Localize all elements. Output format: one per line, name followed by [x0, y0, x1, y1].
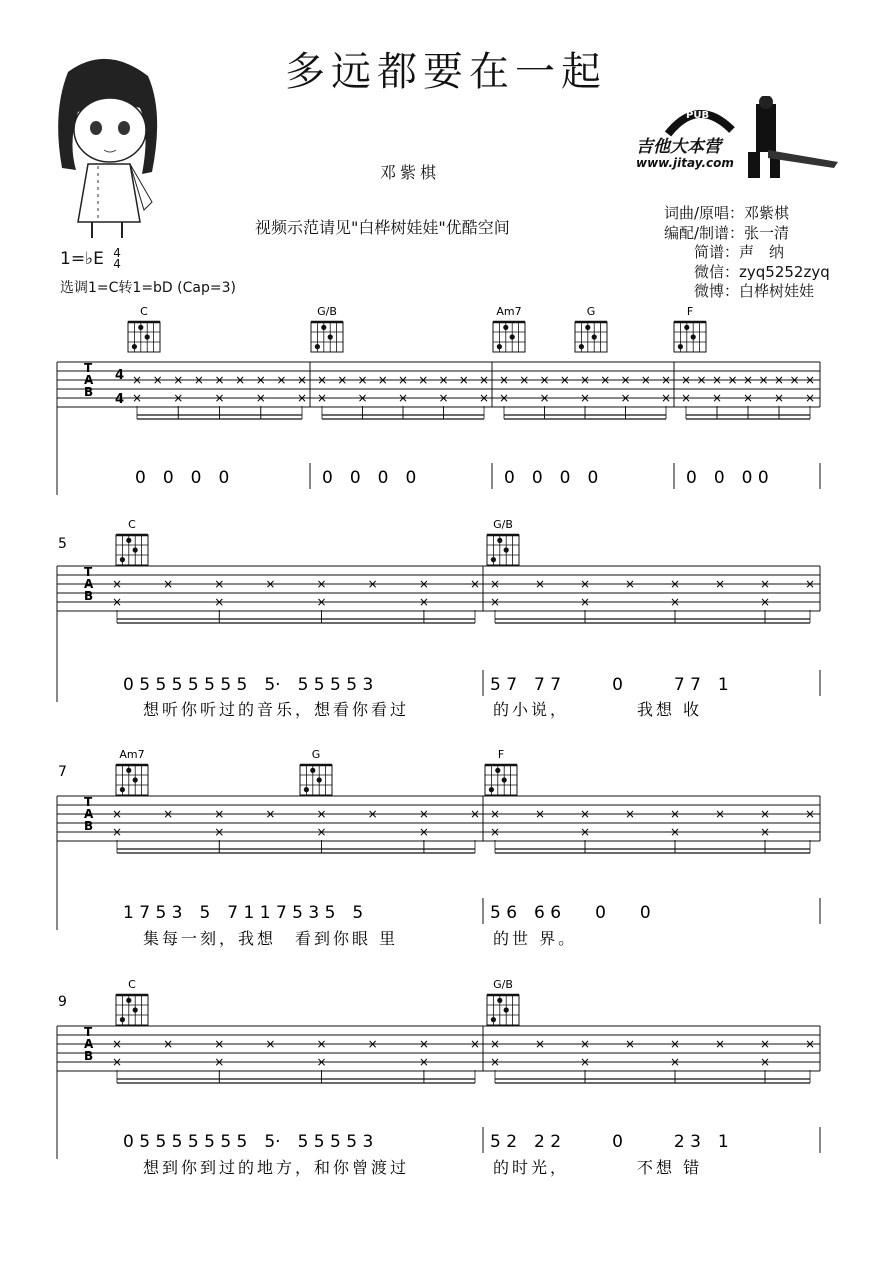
- chord-name: G/B: [493, 978, 513, 991]
- system-number: 9: [58, 994, 67, 1010]
- chord-name: G/B: [493, 518, 513, 531]
- bass-mark: ×: [759, 825, 771, 839]
- chord-dot: [684, 325, 689, 330]
- strum-mark: ×: [418, 807, 429, 821]
- bass-mark: ×: [357, 391, 368, 405]
- chord-dot: [126, 998, 131, 1003]
- chord-dot: [133, 777, 138, 782]
- bass-mark: ×: [498, 391, 510, 405]
- bass-mark: ×: [773, 391, 785, 405]
- strum-mark: ×: [804, 807, 816, 821]
- tab-letter: T: [84, 795, 93, 809]
- credit-line: 词曲/原唱：邓紫棋: [664, 204, 790, 222]
- bass-mark: ×: [316, 1055, 327, 1069]
- tab-time-bottom: 4: [115, 392, 125, 407]
- bass-mark: ×: [711, 391, 723, 405]
- numbered-notation: 0 5 5 5 5 5 5 5 5· 5 5 5 5 3: [123, 675, 374, 695]
- time-bottom: 4: [113, 257, 121, 271]
- chord-name: Am7: [119, 748, 145, 761]
- lyric-line: 想到你到过的地方，和你曾渡过: [143, 1158, 410, 1177]
- numbered-notation: 5 6 6 6 0 0: [490, 903, 651, 923]
- bass-mark: ×: [489, 595, 501, 609]
- bass-mark: ×: [579, 391, 591, 405]
- strum-mark: ×: [579, 807, 591, 821]
- tab-time-top: 4: [115, 368, 125, 383]
- strum-mark: ×: [152, 373, 163, 387]
- bass-mark: ×: [669, 1055, 681, 1069]
- bass-mark: ×: [759, 1055, 771, 1069]
- strum-mark: ×: [111, 807, 123, 821]
- logo-brand: 吉他大本营: [636, 137, 721, 157]
- chord-dot: [310, 768, 315, 773]
- tab-letter: B: [84, 385, 94, 399]
- strum-mark: ×: [469, 807, 481, 821]
- bass-mark: ×: [214, 825, 225, 839]
- strum-mark: ×: [804, 373, 816, 387]
- chord-dot: [491, 1017, 496, 1022]
- bass-mark: ×: [669, 825, 681, 839]
- strum-mark: ×: [579, 1037, 591, 1051]
- chord-dot: [491, 557, 496, 562]
- bass-mark: ×: [478, 391, 490, 405]
- numbered-notation: 0 5 5 5 5 5 5 5 5· 5 5 5 5 3: [123, 1132, 374, 1152]
- strum-mark: ×: [265, 1037, 276, 1051]
- strum-mark: ×: [367, 577, 378, 591]
- strum-mark: ×: [711, 373, 723, 387]
- chord-dot: [328, 334, 333, 339]
- chord-dot: [495, 768, 500, 773]
- strum-mark: ×: [714, 1037, 726, 1051]
- bass-mark: ×: [316, 391, 328, 405]
- tab-letter: A: [84, 807, 94, 821]
- strum-mark: ×: [579, 373, 591, 387]
- strum-mark: ×: [498, 373, 510, 387]
- tab-letter: A: [84, 1037, 94, 1051]
- strum-mark: ×: [357, 373, 368, 387]
- numbered-notation: 0 0 0 0: [135, 468, 230, 488]
- strum-mark: ×: [714, 577, 726, 591]
- tab-letter: A: [84, 577, 94, 591]
- strum-mark: ×: [696, 373, 707, 387]
- tab-letter: T: [84, 1025, 93, 1039]
- logo-badge: PUB: [686, 110, 710, 121]
- strum-mark: ×: [534, 1037, 546, 1051]
- strum-mark: ×: [131, 373, 143, 387]
- strum-mark: ×: [559, 373, 570, 387]
- strum-mark: ×: [235, 373, 246, 387]
- strum-mark: ×: [534, 807, 546, 821]
- chord-dot: [502, 777, 507, 782]
- bass-mark: ×: [214, 391, 225, 405]
- strum-mark: ×: [265, 807, 276, 821]
- strum-mark: ×: [458, 373, 469, 387]
- bass-mark: ×: [255, 391, 266, 405]
- tab-letter: A: [84, 373, 94, 387]
- strum-mark: ×: [669, 577, 681, 591]
- video-note: 视频示范请见"白桦树娃娃"优酷空间: [255, 218, 510, 237]
- strum-mark: ×: [660, 373, 672, 387]
- chord-name: C: [128, 518, 136, 531]
- strum-mark: ×: [469, 1037, 481, 1051]
- strum-mark: ×: [669, 807, 681, 821]
- chord-name: F: [686, 305, 694, 318]
- numbered-notation: 5 2 2 2 0 2 3 1: [490, 1132, 729, 1152]
- chord-dot: [321, 325, 326, 330]
- strum-mark: ×: [624, 1037, 636, 1051]
- bass-mark: ×: [620, 391, 631, 405]
- bass-mark: ×: [173, 391, 184, 405]
- lyric-line: 集每一刻，我想 看到你眼 里: [143, 929, 399, 948]
- strum-mark: ×: [418, 1037, 429, 1051]
- logo-url: www.jitay.com: [636, 156, 734, 170]
- strum-mark: ×: [367, 1037, 378, 1051]
- strum-mark: ×: [163, 577, 174, 591]
- key-label: 1=♭E: [60, 249, 104, 269]
- chord-dot: [133, 1007, 138, 1012]
- bass-mark: ×: [804, 391, 816, 405]
- strum-mark: ×: [519, 373, 530, 387]
- strum-mark: ×: [111, 1037, 123, 1051]
- strum-mark: ×: [265, 577, 276, 591]
- lyric-line: 的小说， 我想 收: [493, 700, 703, 719]
- tab-letter: T: [84, 565, 93, 579]
- strum-mark: ×: [489, 577, 501, 591]
- strum-mark: ×: [478, 373, 490, 387]
- bass-mark: ×: [742, 391, 754, 405]
- strum-mark: ×: [316, 807, 327, 821]
- strum-mark: ×: [377, 373, 388, 387]
- chord-dot: [504, 1007, 509, 1012]
- strum-mark: ×: [489, 807, 501, 821]
- strum-mark: ×: [714, 807, 726, 821]
- chord-dot: [133, 547, 138, 552]
- tab-letter: B: [84, 1049, 94, 1063]
- strum-mark: ×: [296, 373, 308, 387]
- chord-dot: [497, 998, 502, 1003]
- chord-name: F: [497, 748, 505, 761]
- strum-mark: ×: [163, 1037, 174, 1051]
- strum-mark: ×: [759, 577, 771, 591]
- bass-mark: ×: [418, 825, 429, 839]
- strum-mark: ×: [640, 373, 651, 387]
- chord-dot: [497, 538, 502, 543]
- chord-dot: [489, 787, 494, 792]
- lyric-line: 的世 界。: [493, 929, 578, 948]
- strum-mark: ×: [758, 373, 769, 387]
- system-number: 7: [58, 764, 67, 780]
- strum-mark: ×: [111, 577, 123, 591]
- strum-mark: ×: [624, 577, 636, 591]
- numbered-notation: 5 7 7 7 0 7 7 1: [490, 675, 729, 695]
- chord-dot: [145, 334, 150, 339]
- time-top: 4: [113, 246, 121, 260]
- strum-mark: ×: [438, 373, 449, 387]
- bass-mark: ×: [316, 595, 327, 609]
- bass-mark: ×: [418, 1055, 429, 1069]
- bass-mark: ×: [579, 825, 591, 839]
- strum-mark: ×: [789, 373, 800, 387]
- bass-mark: ×: [660, 391, 672, 405]
- strum-mark: ×: [214, 373, 225, 387]
- bass-mark: ×: [489, 825, 501, 839]
- strum-mark: ×: [759, 1037, 771, 1051]
- bass-mark: ×: [214, 595, 225, 609]
- chord-dot: [504, 547, 509, 552]
- chord-dot: [304, 787, 309, 792]
- bass-mark: ×: [438, 391, 449, 405]
- tab-letter: B: [84, 589, 94, 603]
- strum-mark: ×: [759, 807, 771, 821]
- bass-mark: ×: [296, 391, 308, 405]
- bass-mark: ×: [418, 595, 429, 609]
- credit-line: 微博：白桦树娃娃: [664, 282, 815, 300]
- strum-mark: ×: [418, 577, 429, 591]
- strum-mark: ×: [397, 373, 409, 387]
- chord-dot: [510, 334, 515, 339]
- bass-mark: ×: [131, 391, 143, 405]
- strum-mark: ×: [600, 373, 611, 387]
- tab-letter: T: [84, 361, 93, 375]
- numbered-notation: 1 7 5 3 5 7 1 1 7 5 3 5 5: [123, 903, 364, 923]
- strum-mark: ×: [316, 1037, 327, 1051]
- strum-mark: ×: [276, 373, 287, 387]
- bass-mark: ×: [759, 595, 771, 609]
- chord-dot: [126, 538, 131, 543]
- chord-name: G: [586, 305, 596, 318]
- bass-mark: ×: [579, 595, 591, 609]
- strum-mark: ×: [680, 373, 692, 387]
- strum-mark: ×: [469, 577, 481, 591]
- numbered-notation: 0 0 0 0: [686, 468, 769, 488]
- credit-line: 微信：zyq5252zyq: [664, 262, 830, 281]
- bass-mark: ×: [579, 1055, 591, 1069]
- chord-dot: [317, 777, 322, 782]
- bass-mark: ×: [111, 1055, 123, 1069]
- lyric-line: 想听你听过的音乐，想看你看过: [143, 700, 410, 719]
- bass-mark: ×: [214, 1055, 225, 1069]
- capo-note: 选调1=C转1=bD (Cap=3): [60, 280, 236, 296]
- bass-mark: ×: [680, 391, 692, 405]
- strum-mark: ×: [367, 807, 378, 821]
- strum-mark: ×: [579, 577, 591, 591]
- chord-dot: [497, 344, 502, 349]
- chord-dot: [592, 334, 597, 339]
- chord-dot: [120, 1017, 125, 1022]
- tab-letter: B: [84, 819, 94, 833]
- chord-name: C: [128, 978, 136, 991]
- chord-name: Am7: [496, 305, 522, 318]
- numbered-notation: 0 0 0 0: [322, 468, 417, 488]
- chord-dot: [579, 344, 584, 349]
- credit-line: 编配/制谱：张一清: [664, 223, 790, 242]
- chord-dot: [315, 344, 320, 349]
- chord-name: G/B: [317, 305, 337, 318]
- bass-mark: ×: [397, 391, 409, 405]
- strum-mark: ×: [669, 1037, 681, 1051]
- strum-mark: ×: [255, 373, 266, 387]
- bass-mark: ×: [111, 595, 123, 609]
- strum-mark: ×: [539, 373, 550, 387]
- chord-dot: [503, 325, 508, 330]
- bass-mark: ×: [669, 595, 681, 609]
- strum-mark: ×: [804, 577, 816, 591]
- bass-mark: ×: [316, 825, 327, 839]
- strum-mark: ×: [624, 807, 636, 821]
- bass-mark: ×: [111, 825, 123, 839]
- strum-mark: ×: [214, 807, 225, 821]
- system-number: 5: [58, 536, 67, 552]
- chord-name: C: [140, 305, 148, 318]
- strum-mark: ×: [316, 373, 328, 387]
- chord-dot: [126, 768, 131, 773]
- strum-mark: ×: [214, 577, 225, 591]
- chord-dot: [120, 557, 125, 562]
- strum-mark: ×: [534, 577, 546, 591]
- chord-dot: [138, 325, 143, 330]
- bass-mark: ×: [489, 1055, 501, 1069]
- strum-mark: ×: [163, 807, 174, 821]
- bass-mark: ×: [539, 391, 550, 405]
- chord-dot: [678, 344, 683, 349]
- chord-dot: [691, 334, 696, 339]
- strum-mark: ×: [316, 577, 327, 591]
- chord-dot: [120, 787, 125, 792]
- chord-name: G: [311, 748, 321, 761]
- song-title: 多远都要在一起: [285, 49, 607, 95]
- strum-mark: ×: [418, 373, 429, 387]
- credit-line: 简谱：声 纳: [664, 243, 785, 261]
- strum-mark: ×: [337, 373, 348, 387]
- strum-mark: ×: [804, 1037, 816, 1051]
- strum-mark: ×: [214, 1037, 225, 1051]
- strum-mark: ×: [742, 373, 754, 387]
- strum-mark: ×: [173, 373, 184, 387]
- chord-dot: [585, 325, 590, 330]
- strum-mark: ×: [727, 373, 738, 387]
- strum-mark: ×: [620, 373, 631, 387]
- strum-mark: ×: [773, 373, 785, 387]
- chord-dot: [132, 344, 137, 349]
- strum-mark: ×: [193, 373, 204, 387]
- strum-mark: ×: [489, 1037, 501, 1051]
- numbered-notation: 0 0 0 0: [504, 468, 599, 488]
- lyric-line: 的时光， 不想 错: [493, 1158, 703, 1177]
- artist-name: 邓紫棋: [380, 163, 441, 182]
